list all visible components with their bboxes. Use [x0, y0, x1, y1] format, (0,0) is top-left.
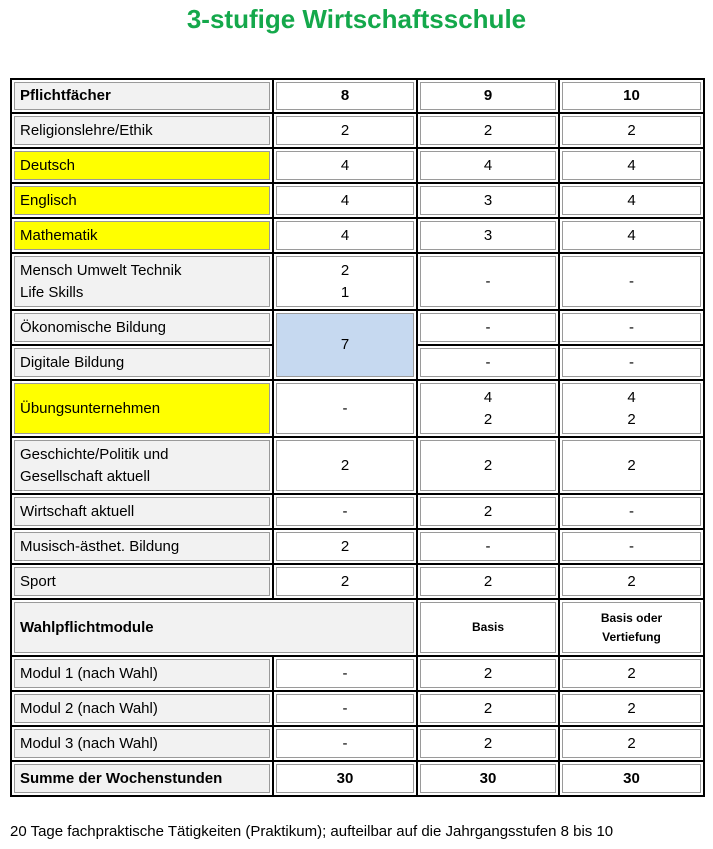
wahlpflicht-grade-9: Basis [417, 599, 559, 656]
hours-grade-10: 4 [559, 218, 704, 253]
subject-cell: Mensch Umwelt Technik Life Skills [11, 253, 273, 310]
hours-grade-9: - [417, 345, 559, 380]
subject-cell: Modul 1 (nach Wahl) [11, 656, 273, 691]
sum-row [11, 761, 704, 796]
table-row [11, 253, 704, 310]
hours-grade-8: - [273, 380, 417, 437]
header-grade-10: 10 [559, 79, 704, 113]
hours-grade-10: 2 [559, 437, 704, 494]
table-row [11, 494, 704, 529]
hours-grade-9: 2 [417, 113, 559, 148]
subject-cell: Wirtschaft aktuell [11, 494, 273, 529]
table-row [11, 113, 704, 148]
wahlpflicht-grade-10: Basis oder Vertiefung [559, 599, 704, 656]
hours-grade-10: 4 [559, 148, 704, 183]
hours-grade-9: 2 [417, 564, 559, 599]
subject-cell: Digitale Bildung [11, 345, 273, 380]
table-row [11, 726, 704, 761]
hours-grade-8: 4 [273, 148, 417, 183]
sum-label: Summe der Wochenstunden [11, 761, 273, 796]
subject-cell: Übungsunternehmen [11, 380, 273, 437]
subject-cell: Modul 3 (nach Wahl) [11, 726, 273, 761]
hours-grade-8: - [273, 691, 417, 726]
table-row [11, 437, 704, 494]
hours-grade-8-merged: 7 [273, 310, 417, 380]
hours-grade-10: - [559, 494, 704, 529]
hours-grade-9: - [417, 529, 559, 564]
footnote: 20 Tage fachpraktische Tätigkeiten (Praktikum); aufteilbar auf die Jahrgangsstufen 8 bis 10 [10, 823, 614, 840]
sum-grade-8: 30 [273, 761, 417, 796]
subject-cell: Geschichte/Politik und Gesellschaft aktuell [11, 437, 273, 494]
header-grade-8: 8 [273, 79, 417, 113]
hours-grade-10: - [559, 345, 704, 380]
hours-grade-9: - [417, 253, 559, 310]
subject-cell: Englisch [11, 183, 273, 218]
table-row [11, 148, 704, 183]
hours-grade-10: 2 [559, 656, 704, 691]
hours-grade-10: 2 [559, 113, 704, 148]
subject-cell: Musisch-ästhet. Bildung [11, 529, 273, 564]
hours-grade-8: 2 [273, 564, 417, 599]
hours-grade-9: 4 [417, 148, 559, 183]
sum-grade-9: 30 [417, 761, 559, 796]
sum-grade-10: 30 [559, 761, 704, 796]
table-row [11, 380, 704, 437]
wahlpflicht-header-row [11, 599, 704, 656]
hours-grade-10: 2 [559, 564, 704, 599]
hours-grade-10: - [559, 310, 704, 345]
table-row [11, 218, 704, 253]
hours-grade-10: - [559, 253, 704, 310]
hours-grade-8: 2 1 [273, 253, 417, 310]
timetable [10, 78, 705, 797]
wahlpflicht-label: Wahlpflichtmodule [11, 599, 417, 656]
table-row [11, 529, 704, 564]
hours-grade-9: 3 [417, 218, 559, 253]
hours-grade-8: - [273, 726, 417, 761]
hours-grade-8: - [273, 494, 417, 529]
hours-grade-8: 2 [273, 113, 417, 148]
page-title: 3-stufige Wirtschaftsschule [186, 4, 527, 34]
table-row [11, 310, 704, 345]
subject-cell: Modul 2 (nach Wahl) [11, 691, 273, 726]
subject-cell: Mathematik [11, 218, 273, 253]
hours-grade-10: 2 [559, 691, 704, 726]
hours-grade-8: 2 [273, 529, 417, 564]
hours-grade-10: 4 [559, 183, 704, 218]
subject-cell: Ökonomische Bildung [11, 310, 273, 345]
hours-grade-10: 4 2 [559, 380, 704, 437]
hours-grade-9: 4 2 [417, 380, 559, 437]
hours-grade-9: 2 [417, 494, 559, 529]
hours-grade-9: 2 [417, 656, 559, 691]
subject-cell: Religionslehre/Ethik [11, 113, 273, 148]
header-label: Pflichtfächer [11, 79, 273, 113]
hours-grade-8: 4 [273, 183, 417, 218]
hours-grade-9: - [417, 310, 559, 345]
table-row [11, 691, 704, 726]
header-grade-9: 9 [417, 79, 559, 113]
table-row [11, 564, 704, 599]
hours-grade-10: - [559, 529, 704, 564]
hours-grade-10: 2 [559, 726, 704, 761]
hours-grade-9: 2 [417, 437, 559, 494]
hours-grade-9: 2 [417, 726, 559, 761]
hours-grade-8: 2 [273, 437, 417, 494]
hours-grade-8: 4 [273, 218, 417, 253]
header-row [11, 79, 704, 113]
hours-grade-9: 3 [417, 183, 559, 218]
table-row [11, 183, 704, 218]
subject-cell: Deutsch [11, 148, 273, 183]
subject-cell: Sport [11, 564, 273, 599]
table-row [11, 656, 704, 691]
hours-grade-9: 2 [417, 691, 559, 726]
hours-grade-8: - [273, 656, 417, 691]
